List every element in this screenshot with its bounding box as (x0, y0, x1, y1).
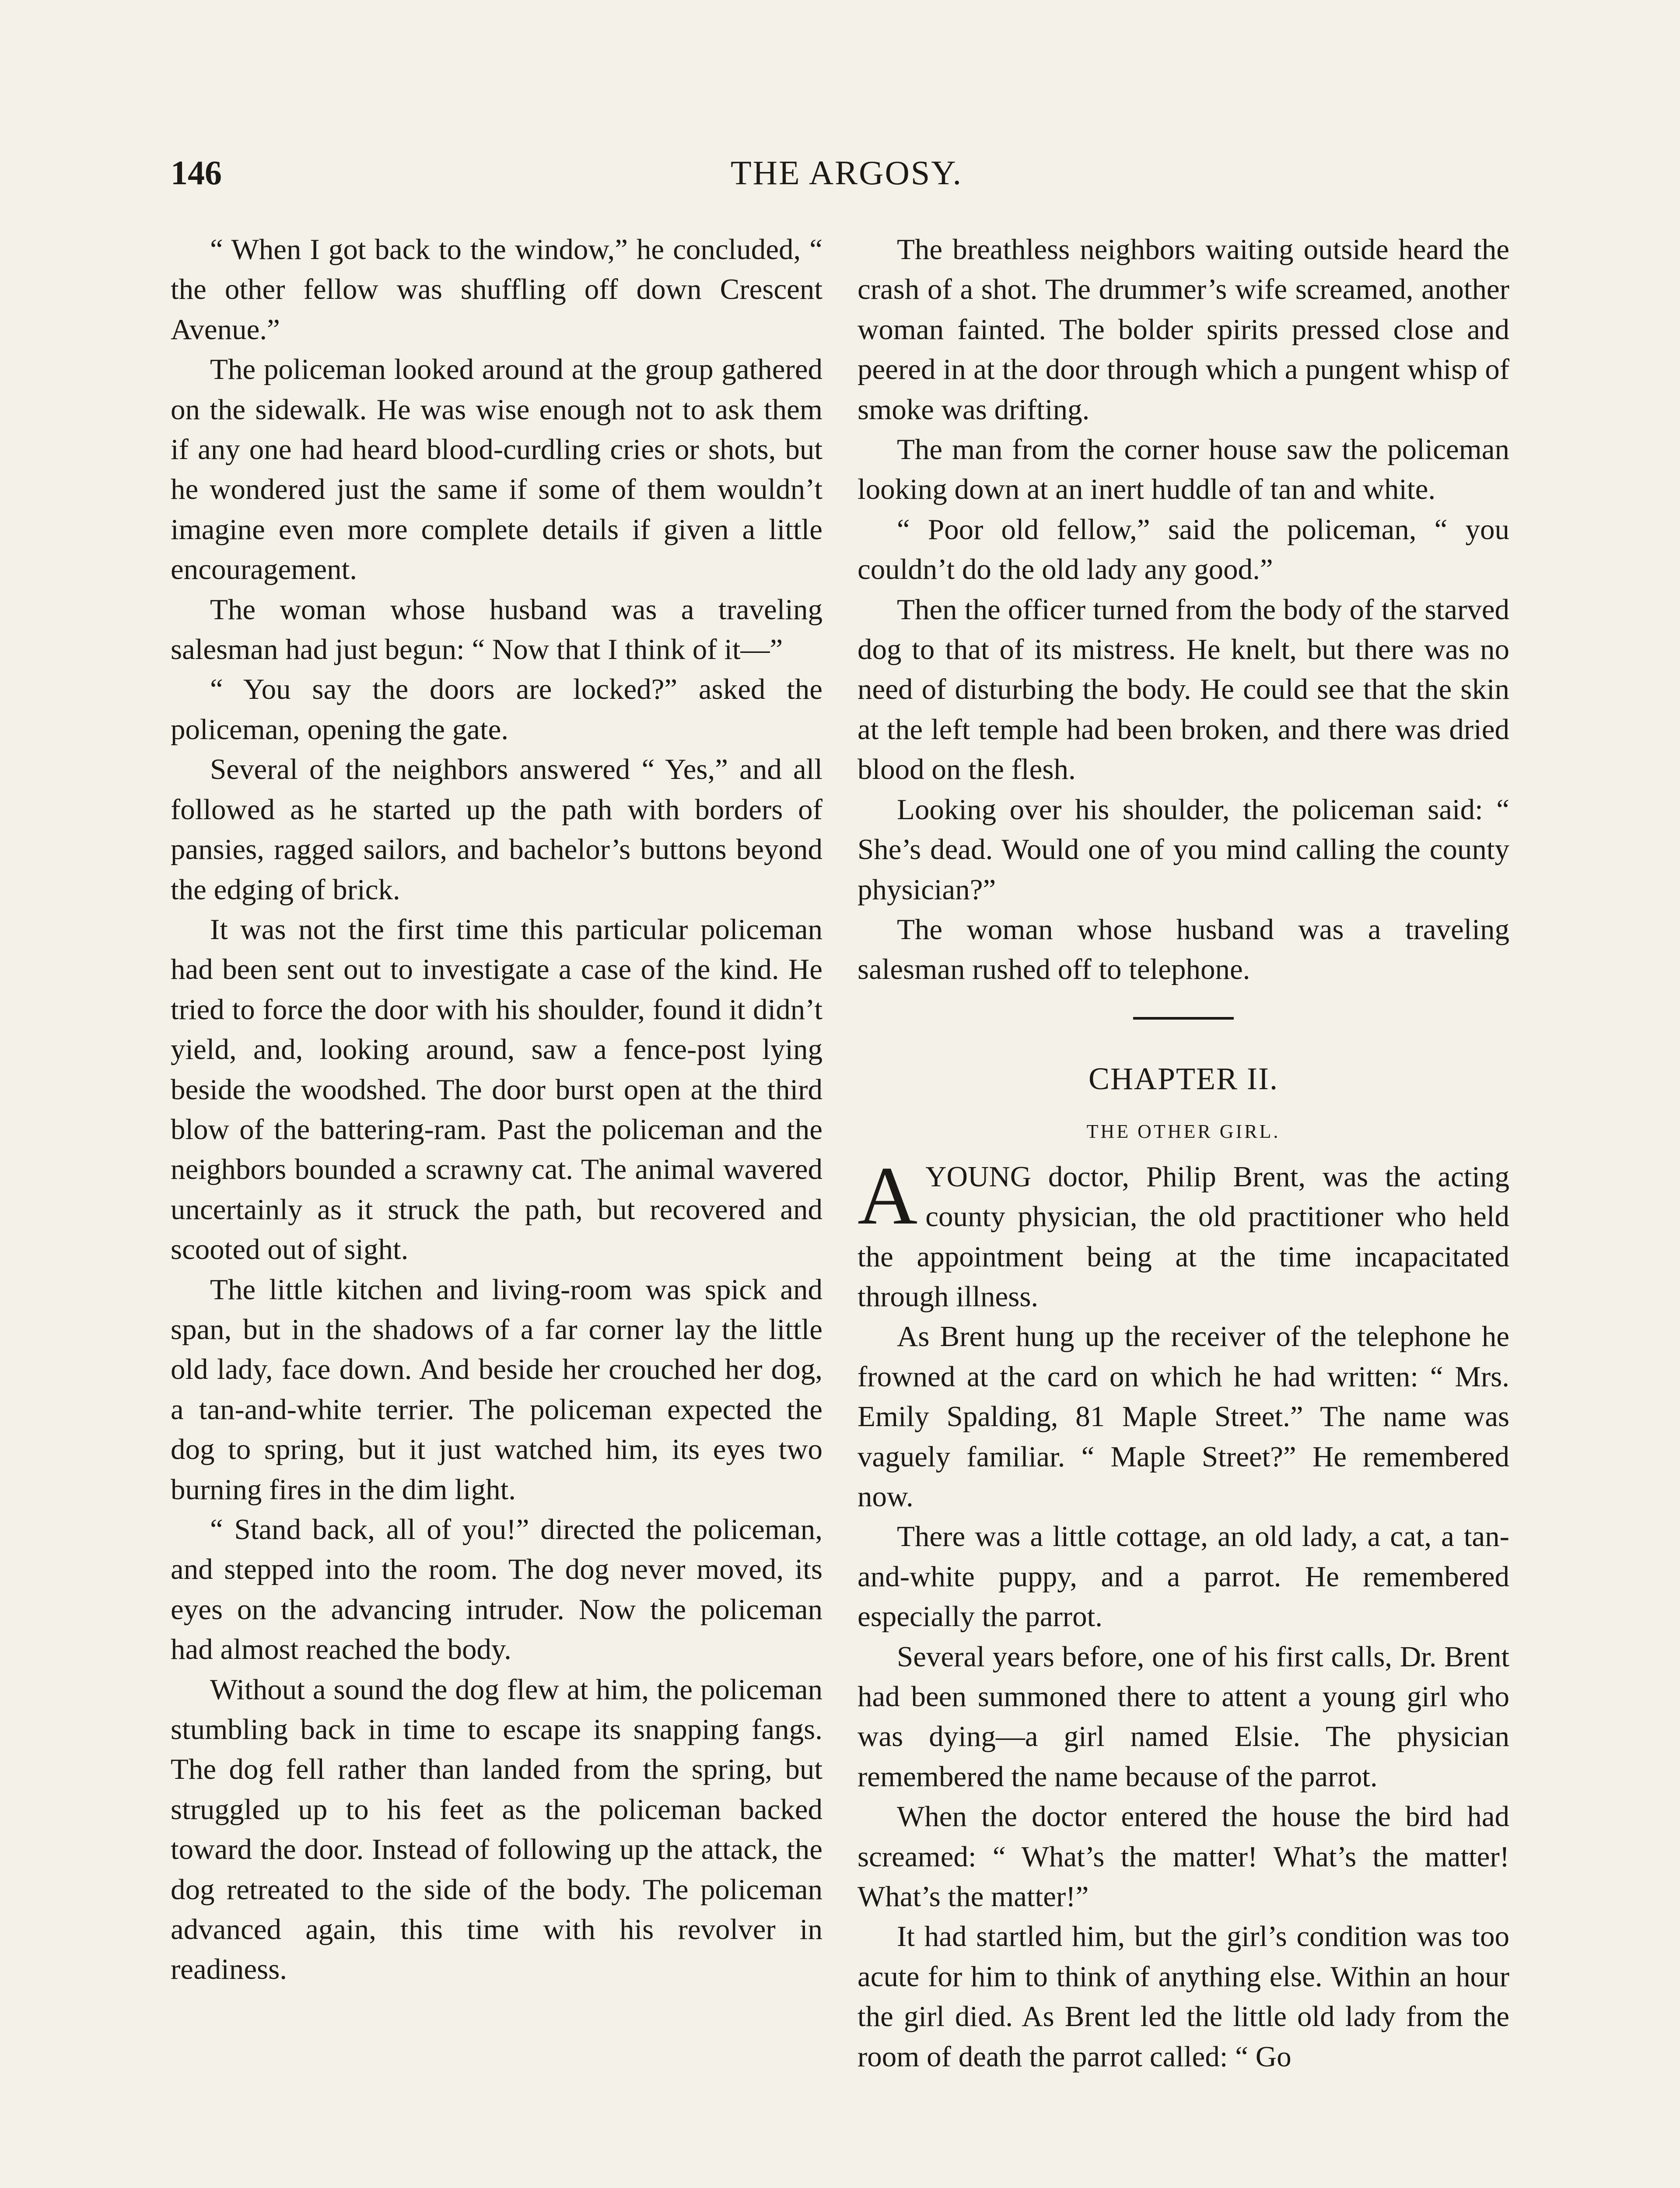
drop-cap: A (858, 1150, 918, 1242)
paragraph: The woman whose husband was a traveling salesman had just begun: “ Now that I think of it—” (171, 593, 822, 666)
paragraph: The woman whose husband was a traveling salesman rushed off to telephone. (858, 913, 1509, 986)
paragraph: “ Poor old fellow,” said the policeman, “ you couldn’t do the old lady any good.” (858, 513, 1509, 586)
paragraph: Looking over his shoulder, the policeman said: “ She’s dead. Would one of you mind calling the county physician?” (858, 793, 1509, 906)
chapter-opening-paragraph (858, 1150, 1509, 1317)
paragraph: It had startled him, but the girl’s condition was too acute for him to think of anything else. Within an hour the girl died. As Brent led the little old lady from the room of death the parrot called: “ Go (858, 1920, 1509, 2073)
paragraph: Several years before, one of his first calls, Dr. Brent had been summoned there to attent a young girl who was dying—a girl named Elsie. The physician remembered the name because of the parrot. (858, 1640, 1509, 1793)
running-head: THE ARGOSY. (731, 154, 962, 192)
chapter-subtitle: THE OTHER GIRL. (1086, 1120, 1281, 1142)
paragraph: Then the officer turned from the body of the starved dog to that of its mistress. He knelt, but there was no need of disturbing the body. He could see that the skin at the left temple had been broken, and there was dried blood on the flesh. (858, 593, 1509, 786)
paragraph: The breathless neighbors waiting outside heard the crash of a shot. The drummer’s wife screamed, another woman fainted. The bolder spirits pressed close and peered in at the door through which a pungent whisp of smoke was drifting. (858, 233, 1509, 426)
paragraph: “ You say the doors are locked?” asked the policeman, opening the gate. (171, 673, 822, 746)
paragraph: There was a little cottage, an old lady, a cat, a tan-and-white puppy, and a parrot. He remembered especially the parrot. (858, 1520, 1509, 1633)
paragraph: When the doctor entered the house the bird had screamed: “ What’s the matter! What’s the matter! What’s the matter!” (858, 1800, 1509, 1913)
page-number: 146 (171, 154, 222, 192)
chapter-title: CHAPTER II. (1088, 1061, 1278, 1096)
paragraph: “ Stand back, all of you!” directed the policeman, and stepped into the room. The dog never moved, its eyes on the advancing intruder. Now the policeman had almost reached the body. (171, 1513, 822, 1666)
paragraph: Without a sound the dog flew at him, the policeman stumbling back in time to escape its snapping fangs. The dog fell rather than landed from the spring, but struggled up to his feet as the policeman backed toward the door. Instead of following up the attack, the dog retreated to the side of the body. The policeman advanced again, this time with his revolver in readiness. (171, 1673, 822, 1986)
paragraph: The policeman looked around at the group gathered on the sidewalk. He was wise enough not to ask them if any one had heard blood-curdling cries or shots, but he wondered just the same if some of them wouldn’t imagine even more complete details if given a little encouragement. (171, 353, 822, 586)
paragraph: “ When I got back to the window,” he concluded, “ the other fellow was shuffling off down Crescent Avenue.” (171, 233, 822, 346)
paragraph: As Brent hung up the receiver of the telephone he frowned at the card on which he had written: “ Mrs. Emily Spalding, 81 Maple Street.” The name was vaguely familiar. “ Maple Street?” He remembered now. (858, 1320, 1509, 1513)
page-header (171, 149, 1522, 197)
opening-text: YOUNG doctor, Philip Brent, was the acting county physician, the old practitioner who held the appointment being at the time incapacitated through illness. (858, 1160, 1509, 1313)
paragraph: It was not the first time this particular policeman had been sent out to investigate a case of the kind. He tried to force the door with his shoulder, found it didn’t yield, and, looking around, saw a fence-post lying beside the woodshed. The door burst open at the third blow of the battering-ram. Past the policeman and the neighbors bounded a scrawny cat. The animal wavered uncertainly as it struck the path, but recovered and scooted out of sight. (171, 913, 822, 1266)
section-divider (1133, 1017, 1234, 1020)
paragraph: The man from the corner house saw the policeman looking down at an inert huddle of tan and white. (858, 433, 1509, 506)
paragraph: Several of the neighbors answered “ Yes,” and all followed as he started up the path with borders of pansies, ragged sailors, and bachelor’s buttons beyond the edging of brick. (171, 753, 822, 906)
paragraph: The little kitchen and living-room was spick and span, but in the shadows of a far corner lay the little old lady, face down. And beside her crouched her dog, a tan-and-white terrier. The policeman expected the dog to spring, but it just watched him, its eyes two burning fires in the dim light. (171, 1273, 822, 1506)
right-column (858, 230, 1509, 2077)
left-column (171, 230, 822, 1990)
